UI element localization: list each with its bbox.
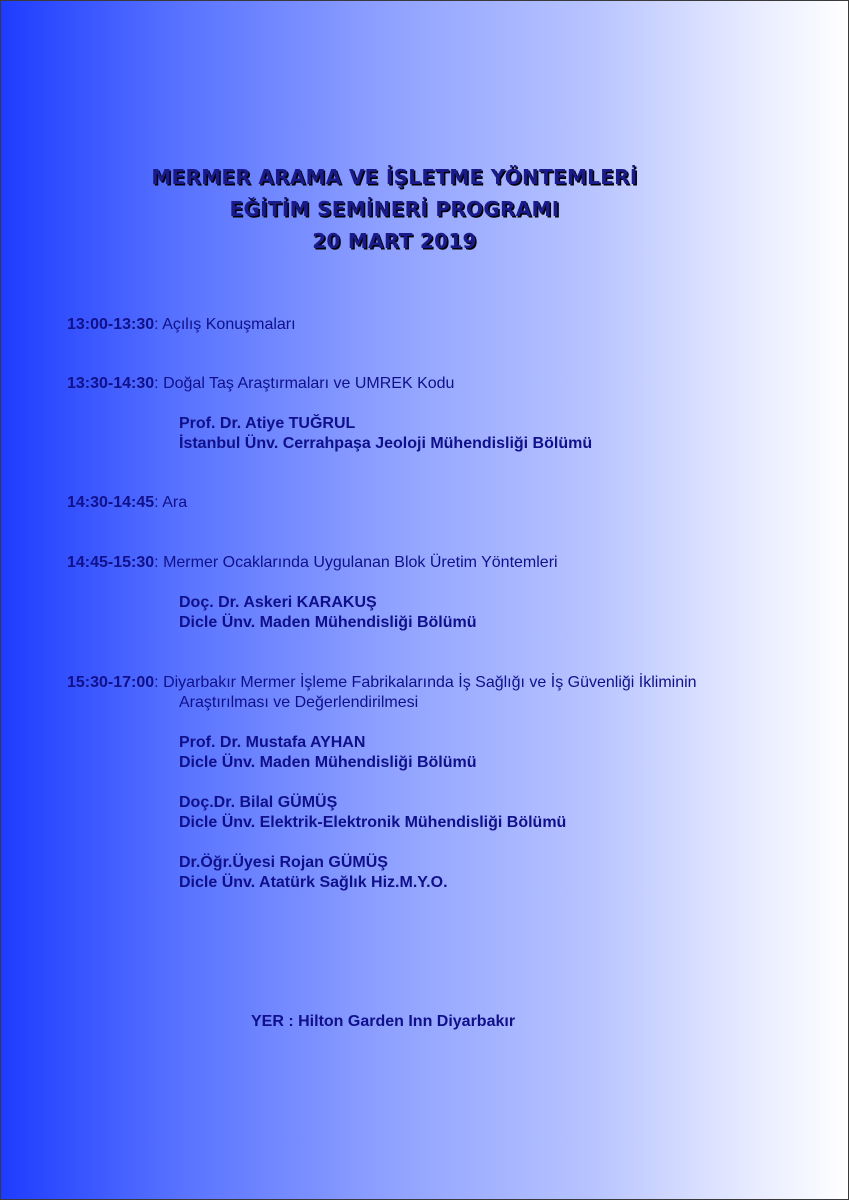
session-topic-continued: Araştırılması ve Değerlendirilmesi bbox=[179, 694, 419, 711]
speaker-name: Doç.Dr. Bilal GÜMÜŞ bbox=[179, 794, 338, 811]
speaker-affiliation: Dicle Ünv. Atatürk Sağlık Hiz.M.Y.O. bbox=[179, 874, 448, 891]
session-2 bbox=[67, 374, 454, 394]
session-topic: Mermer Ocaklarında Uygulanan Blok Üretim Yöntemleri bbox=[163, 554, 558, 571]
venue-text: YER : Hilton Garden Inn Diyarbakır bbox=[251, 1013, 516, 1030]
session-separator: : bbox=[154, 375, 164, 392]
session-separator: : bbox=[154, 674, 164, 691]
session-4 bbox=[67, 553, 558, 573]
speaker-affiliation: Dicle Ünv. Maden Mühendisliği Bölümü bbox=[179, 754, 477, 771]
session-separator: : bbox=[154, 494, 163, 511]
session-separator: : bbox=[154, 316, 163, 333]
session-separator: : bbox=[154, 554, 164, 571]
title-line-2: EĞİTİM SEMİNERİ PROGRAMI bbox=[229, 197, 560, 221]
page-title bbox=[1, 161, 788, 257]
speaker-name: Prof. Dr. Mustafa AYHAN bbox=[179, 734, 366, 751]
session-time: 15:30-17:00 bbox=[67, 674, 155, 691]
session-1 bbox=[67, 315, 296, 335]
session-topic: Ara bbox=[162, 494, 188, 511]
speaker-name: Prof. Dr. Atiye TUĞRUL bbox=[179, 415, 356, 432]
session-time: 14:30-14:45 bbox=[67, 494, 155, 511]
session-5 bbox=[67, 673, 697, 693]
session-topic: Doğal Taş Araştırmaları ve UMREK Kodu bbox=[163, 375, 455, 392]
speaker-name: Doç. Dr. Askeri KARAKUŞ bbox=[179, 594, 377, 611]
speaker-affiliation: Dicle Ünv. Elektrik-Elektronik Mühendisliği Bölümü bbox=[179, 814, 567, 831]
title-line-1: MERMER ARAMA VE İŞLETME YÖNTEMLERİ bbox=[151, 165, 638, 189]
title-line-3: 20 MART 2019 bbox=[312, 229, 477, 253]
session-time: 13:30-14:30 bbox=[67, 375, 155, 392]
session-topic: Diyarbakır Mermer İşleme Fabrikalarında İş Sağlığı ve İş Güvenliği İkliminin bbox=[163, 674, 697, 691]
session-time: 14:45-15:30 bbox=[67, 554, 155, 571]
speaker-name: Dr.Öğr.Üyesi Rojan GÜMÜŞ bbox=[179, 854, 388, 871]
session-time: 13:00-13:30 bbox=[67, 316, 155, 333]
speaker-affiliation: İstanbul Ünv. Cerrahpaşa Jeoloji Mühendisliği Bölümü bbox=[179, 435, 593, 452]
speaker-affiliation: Dicle Ünv. Maden Mühendisliği Bölümü bbox=[179, 614, 477, 631]
session-3 bbox=[67, 493, 187, 513]
session-topic: Açılış Konuşmaları bbox=[162, 316, 296, 333]
